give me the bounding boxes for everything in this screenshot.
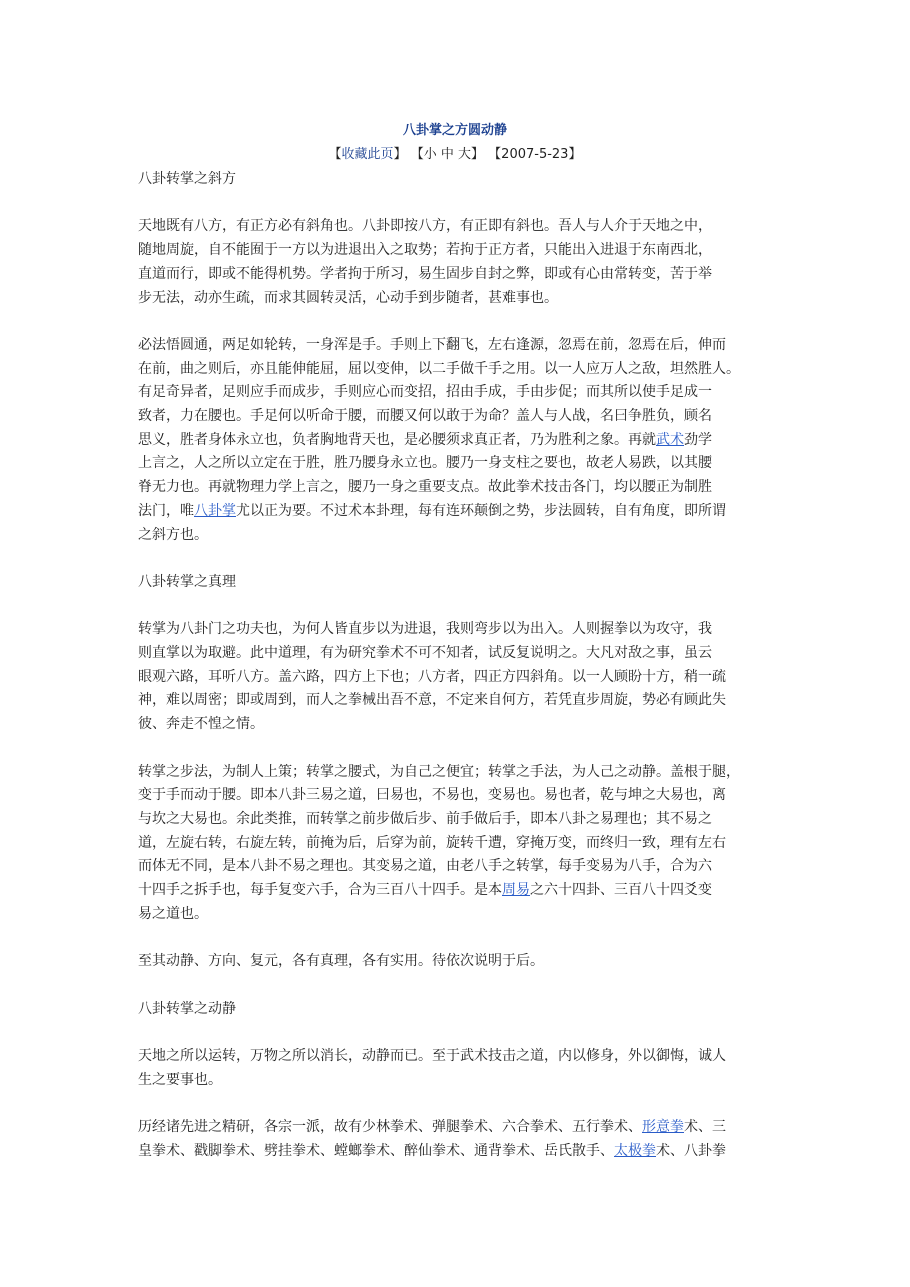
paragraph-line (138, 879, 778, 903)
section-heading: 八卦转掌之动静 (138, 1000, 236, 1017)
section-heading: 八卦转掌之斜方 (138, 171, 236, 187)
bracket-open: 【 (410, 147, 424, 162)
paragraph-line: 神，难以周密；即或周到，而人之拳械出吾不意，不定来自何方，若凭直步周旋，势必有顾此失 (138, 692, 726, 709)
text-run: 法门，唯 (138, 502, 194, 519)
paragraph-line (138, 500, 778, 524)
paragraph-line: 上言之，人之所以立定在于胜，胜乃腰身永立也。腰乃一身支柱之要也，故老人易跌，以其腰 (138, 455, 712, 472)
paragraph-line: 直道而行，即或不能得机势。学者拘于所习，易生固步自封之弊，即或有心由常转变，苦于举 (138, 265, 712, 282)
section-heading: 八卦转掌之真理 (138, 573, 236, 590)
paragraph-line: 之斜方也。 (138, 526, 208, 543)
paragraph-line: 步无法，动亦生疏，而求其圆转灵活，心动手到步随者，甚难事也。 (138, 289, 558, 306)
bracket-open: 【 (328, 147, 342, 162)
publish-date: 2007-5-23 (501, 147, 569, 162)
text-run: 思义，胜者身体永立也，负者胸地背天也，是必腰须求真正者，乃为胜利之象。再就 (138, 431, 656, 448)
paragraph-line: 变于手而动于腰。即本八卦三易之道，曰易也，不易也，变易也。易也者，乾与坤之大易也，离 (138, 787, 726, 804)
text-run: 术、三 (684, 1118, 726, 1135)
paragraph-line (138, 1116, 778, 1140)
text-run: 皇拳术、戳脚拳术、劈挂拳术、螳螂拳术、醉仙拳术、通背拳术、岳氏散手、 (138, 1142, 614, 1159)
paragraph-line: 天地之所以运转，万物之所以消长，动静而已。至于武术技击之道，内以修身，外以御悔，诚人 (138, 1047, 726, 1064)
link-wushu[interactable]: 武术 (656, 431, 684, 448)
bracket-close: 】 (568, 147, 582, 162)
link-baguazhang[interactable]: 八卦掌 (194, 502, 236, 519)
text-run: 之六十四卦、三百八十四爻变 (530, 882, 712, 899)
paragraph-line: 脊无力也。再就物理力学上言之，腰乃一身之重要支点。故此拳术技击各门，均以腰正为制胜 (138, 479, 712, 496)
paragraph-line (138, 429, 778, 453)
font-size-switch[interactable]: 小 中 大 (423, 147, 471, 162)
paragraph-line: 彼、奔走不惶之情。 (138, 716, 264, 733)
page-title: 八卦掌之方圆动静 (402, 123, 507, 138)
paragraph-line: 转掌为八卦门之功夫也，为何人皆直步以为进退，我则弯步以为出入。人则握拳以为攻守，我 (138, 621, 712, 638)
bracket-close: 】 (471, 147, 485, 162)
paragraph-line: 致者，力在腰也。手足何以听命于腰，而腰又何以敢于为命？盖人与人战，名曰争胜负，顾名 (138, 408, 712, 424)
paragraph-line: 生之要事也。 (138, 1071, 222, 1088)
text-run: 尤以正为要。不过术本卦理，每有连环颠倒之势，步法圆转，自有角度，即所谓 (236, 502, 726, 519)
paragraph-line: 则直掌以为取避。此中道理，有为研究拳术不可不知者，试反复说明之。大凡对敌之事，虽云 (138, 645, 712, 661)
bracket-open: 【 (488, 147, 502, 162)
paragraph-line: 道，左旋右转，右旋左转，前掩为后，后穿为前，旋转千遭，穿掩万变，而终归一致，理有左右 (138, 834, 726, 851)
link-taijiquan[interactable]: 太极拳 (614, 1142, 656, 1159)
bracket-close: 】 (393, 147, 407, 162)
paragraph-line: 随地周旋，自不能囿于一方以为进退出入之取势；若拘于正方者，只能出入进退于东南西北， (138, 242, 712, 259)
paragraph-line (138, 1140, 778, 1164)
article-meta (0, 145, 910, 165)
paragraph-line: 至其动静、方向、复元，各有真理，各有实用。待依次说明于后。 (138, 953, 544, 970)
paragraph-line: 而体无不同，是本八卦不易之理也。其变易之道，由老八手之转掌，每手变易为八手，合为六 (138, 858, 712, 875)
text-run: 十四手之拆手也，每手复变六手，合为三百八十四手。是本 (138, 882, 502, 899)
link-zhouyi[interactable]: 周易 (502, 882, 530, 899)
text-run: 历经诸先进之精研，各宗一派，故有少林拳术、弹腿拳术、六合拳术、五行拳术、 (138, 1118, 642, 1135)
article-body (138, 168, 778, 1163)
paragraph-line: 易之道也。 (138, 905, 208, 922)
paragraph-line: 眼观六路，耳听八方。盖六路，四方上下也；八方者，四正方四斜角。以一人顾盼十方，稍一疏 (138, 668, 726, 685)
paragraph-line: 与坎之大易也。余此类推，而转掌之前步做后步、前手做后手，即本八卦之易理也；其不易之 (138, 810, 712, 827)
paragraph-line: 在前，曲之则后，亦且能伸能屈，屈以变伸，以二手做千手之用。以一人应万人之敌，坦然胜人。 (138, 360, 740, 377)
paragraph-line: 必法悟圆通，两足如轮转，一身浑是手。手则上下翻飞，左右逢源，忽焉在前，忽焉在后，伸而 (138, 336, 726, 353)
paragraph-line: 转掌之步法，为制人上策；转掌之腰式，为自己之便宜；转掌之手法，为人己之动静。盖根于腿， (138, 763, 740, 780)
paragraph-line: 天地既有八方，有正方必有斜角也。八卦即按八方，有正即有斜也。吾人与人介于天地之中， (138, 218, 712, 235)
link-xingyiquan[interactable]: 形意拳 (642, 1118, 684, 1135)
text-run: 术、八卦拳 (656, 1142, 726, 1159)
bookmark-link[interactable]: 收藏此页 (341, 147, 394, 162)
paragraph-line: 有足奇异者，足则应手而成步，手则应心而变招，招由手成，手由步促；而其所以使手足成一 (138, 384, 712, 401)
text-run: 劲学 (684, 431, 712, 448)
